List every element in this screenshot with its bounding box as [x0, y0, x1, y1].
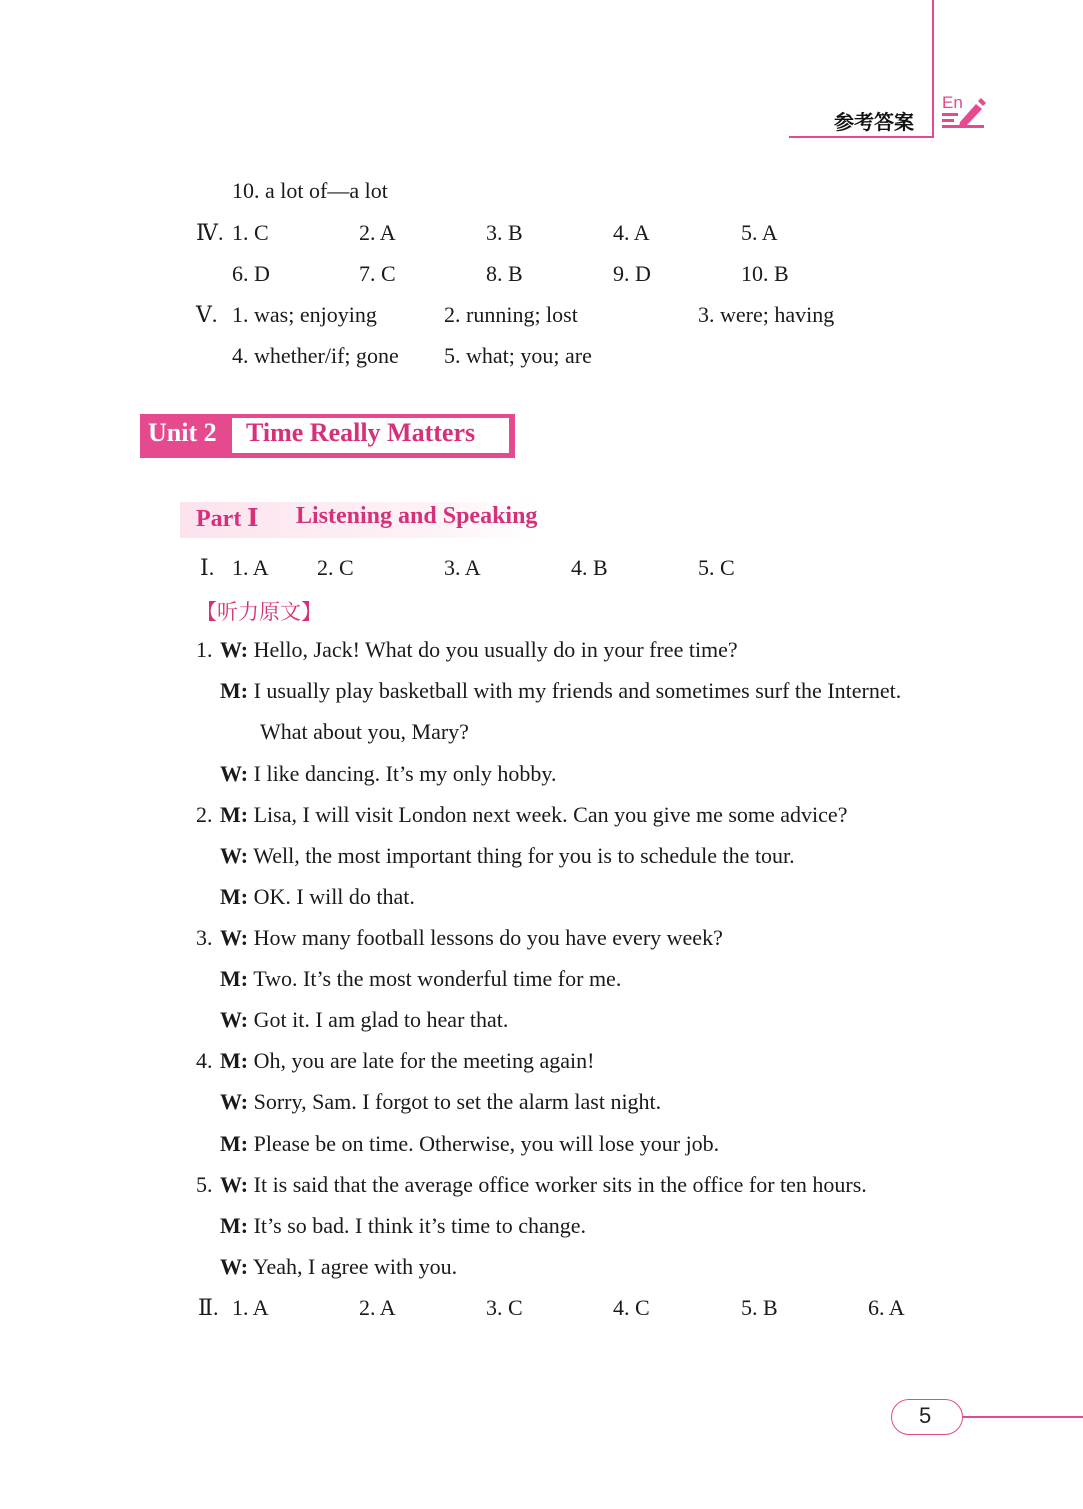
- dialogue-number: 5.: [196, 1172, 213, 1197]
- line-text: It’s so bad. I think it’s time to change.: [253, 1213, 586, 1238]
- answer: 3. B: [486, 220, 523, 245]
- answer: 4. C: [613, 1295, 650, 1320]
- answer: 4. A: [613, 220, 650, 245]
- answer: 5. A: [741, 220, 778, 245]
- answer: 2. running; lost: [444, 302, 578, 327]
- line-text: Got it. I am glad to hear that.: [253, 1007, 509, 1032]
- answer: 2. A: [359, 1295, 396, 1320]
- speaker: M:: [220, 1213, 249, 1238]
- dialogue-line: [220, 678, 901, 704]
- answer: 2. A: [359, 220, 396, 245]
- dialogue-line-continuation: What about you, Mary?: [260, 719, 469, 744]
- dialogue-number: 3.: [196, 925, 213, 950]
- dialogue-line: [220, 637, 738, 663]
- line-text: Please be on time. Otherwise, you will lose your job.: [253, 1131, 720, 1156]
- line-text: Hello, Jack! What do you usually do in your free time?: [253, 637, 738, 662]
- speaker: W:: [220, 1254, 249, 1279]
- page-number: 5: [919, 1403, 932, 1428]
- dialogue-line: [220, 966, 621, 992]
- part-label: Part Ⅰ: [196, 506, 259, 532]
- dialogue-number: 1.: [196, 637, 213, 662]
- answer: 1. A: [232, 1295, 269, 1320]
- dialogue-line: [220, 1254, 457, 1280]
- answer: 5. B: [741, 1295, 778, 1320]
- speaker: W:: [220, 637, 249, 662]
- speaker: W:: [220, 1172, 249, 1197]
- answer: 4. whether/if; gone: [232, 343, 399, 368]
- section-4-label: Ⅳ.: [196, 220, 224, 245]
- answer: 10. B: [741, 261, 789, 286]
- header-vertical-rule: [932, 0, 934, 138]
- speaker: W:: [220, 843, 249, 868]
- speaker: M:: [220, 1131, 249, 1156]
- speaker: M:: [220, 678, 249, 703]
- speaker: W:: [220, 1007, 249, 1032]
- listening-script-heading: 【听力原文】: [196, 600, 322, 624]
- answer: 3. were; having: [698, 302, 835, 327]
- header-title: 参考答案: [834, 110, 914, 134]
- speaker: M:: [220, 884, 249, 909]
- line-text: I usually play basketball with my friends and sometimes surf the Internet.: [253, 678, 902, 703]
- answer: 9. D: [613, 261, 651, 286]
- dialogue-line: [220, 761, 557, 787]
- answer: 3. A: [444, 555, 481, 580]
- line-text: I like dancing. It’s my only hobby.: [253, 761, 557, 786]
- line-text: Two. It’s the most wonderful time for me.: [253, 966, 622, 991]
- line-text: Yeah, I agree with you.: [252, 1254, 458, 1279]
- header-icon-text: En: [942, 93, 963, 112]
- dialogue-line: [220, 843, 795, 869]
- answer: 1. A: [232, 555, 269, 580]
- line-text: Lisa, I will visit London next week. Can you give me some advice?: [253, 802, 848, 827]
- dialogue-line: [220, 1048, 594, 1074]
- dialogue-line: [220, 802, 847, 828]
- part-title: Listening and Speaking: [296, 503, 538, 529]
- header-horizontal-rule: [789, 136, 934, 138]
- pen-write-icon: [940, 92, 988, 132]
- answer: 1. was; enjoying: [232, 302, 377, 327]
- dialogue-line: [220, 1213, 586, 1239]
- speaker: M:: [220, 802, 249, 827]
- line-text: Well, the most important thing for you is to schedule the tour.: [253, 843, 795, 868]
- speaker: M:: [220, 1048, 249, 1073]
- section-2-label: Ⅱ.: [198, 1295, 219, 1320]
- answer: 5. what; you; are: [444, 343, 592, 368]
- answer: 6. D: [232, 261, 270, 286]
- dialogue-line: [220, 884, 415, 910]
- line-text: Oh, you are late for the meeting again!: [253, 1048, 595, 1073]
- dialogue-number: 2.: [196, 802, 213, 827]
- answer: 8. B: [486, 261, 523, 286]
- page-number-rule: [963, 1416, 1083, 1418]
- speaker: W:: [220, 925, 249, 950]
- section-1-label: Ⅰ.: [200, 555, 215, 580]
- speaker: M:: [220, 966, 249, 991]
- answer: 6. A: [868, 1295, 905, 1320]
- section-5-label: Ⅴ.: [196, 302, 218, 327]
- unit-label: Unit 2: [148, 418, 217, 447]
- answer: 4. B: [571, 555, 608, 580]
- speaker: W:: [220, 1089, 249, 1114]
- answer: 2. C: [317, 555, 354, 580]
- answer: 7. C: [359, 261, 396, 286]
- dialogue-line: [220, 1007, 508, 1033]
- answer-item-10: 10. a lot of—a lot: [232, 178, 388, 203]
- dialogue-line: [220, 1089, 661, 1115]
- speaker: W:: [220, 761, 249, 786]
- dialogue-line: [220, 1131, 719, 1157]
- line-text: OK. I will do that.: [253, 884, 415, 909]
- dialogue-line: [220, 1172, 867, 1198]
- dialogue-number: 4.: [196, 1048, 213, 1073]
- answer: 1. C: [232, 220, 269, 245]
- line-text: How many football lessons do you have every week?: [253, 925, 723, 950]
- answer: 3. C: [486, 1295, 523, 1320]
- line-text: It is said that the average office worker sits in the office for ten hours.: [253, 1172, 867, 1197]
- unit-title: Time Really Matters: [246, 418, 476, 447]
- dialogue-line: [220, 925, 723, 951]
- answer: 5. C: [698, 555, 735, 580]
- line-text: Sorry, Sam. I forgot to set the alarm last night.: [253, 1089, 662, 1114]
